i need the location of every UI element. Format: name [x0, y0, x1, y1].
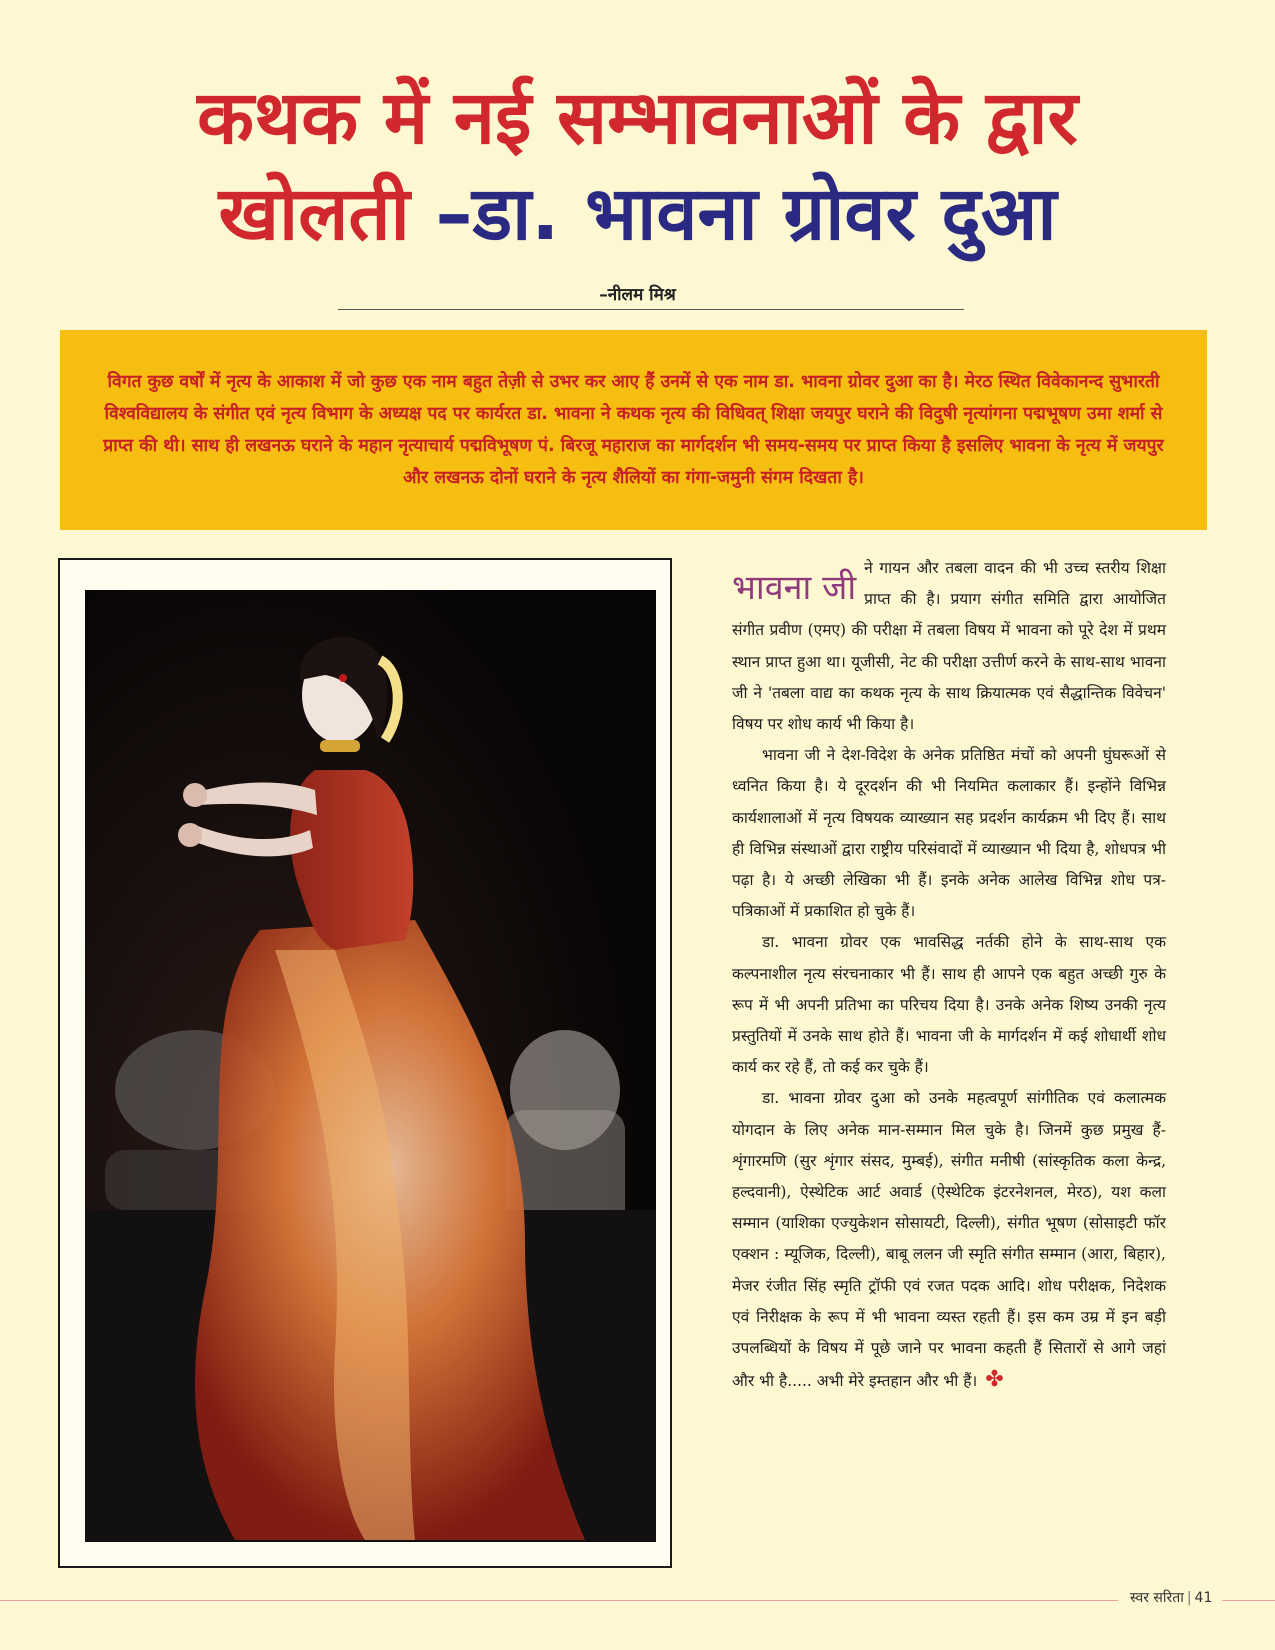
page-footer	[1126, 1588, 1216, 1607]
article-body	[732, 553, 1166, 1397]
headline-line-2-blue: –डा. भावना ग्रोवर दुआ	[435, 171, 1057, 257]
magazine-name: स्वर सरिता	[1130, 1590, 1184, 1606]
intro-box	[60, 330, 1207, 530]
article-paragraph-3: डा. भावना ग्रोवर एक भावसिद्ध नर्तकी होने के साथ-साथ एक कल्पनाशील नृत्य संरचनाकार भी हैं। साथ ही आपने एक बहुत अच्छी गुरु के रूप में भी अपनी प्रतिभा का परिचय दिया है। उनके अनेक शिष्य उनकी नृत्य प्रस्तुतियों में उनके साथ होते हैं। भावना जी के मार्गदर्शन में कई शोधार्थी शोध कार्य कर रहे हैं, तो कई कर चुके हैं।	[732, 933, 1166, 1077]
headline	[60, 70, 1215, 262]
headline-line-2-red: खोलती	[218, 171, 410, 257]
photo-frame	[58, 558, 672, 1568]
lead-name: भावना जी	[732, 568, 857, 608]
byline-rule	[338, 309, 964, 310]
footer-rule-left	[0, 1600, 1118, 1601]
footer-rule-right	[1222, 1600, 1275, 1601]
dancer-photo	[85, 590, 656, 1542]
intro-text: विगत कुछ वर्षों में नृत्य के आकाश में जो कुछ एक नाम बहुत तेज़ी से उभर कर आए हैं उनमें से एक नाम डा. भावना ग्रोवर दुआ का है। मेरठ स्थित विवेकानन्द सुभारती विश्वविद्यालय के संगीत एवं नृत्य विभाग के अध्यक्ष पद पर कार्यरत डा. भावना ने कथक नृत्य की विधिवत् शिक्षा जयपुर घराने की विदुषी नृत्यांगना पद्मभूषण उमा शर्मा से प्राप्त की थी। साथ ही लखनऊ घराने के महान नृत्याचार्य पद्मविभूषण पं. बिरजू महाराज का मार्गदर्शन भी समय-समय पर प्राप्त किया है इसलिए भावना के नृत्य में जयपुर और लखनऊ दोनों घराने के नृत्य शैलियों का गंगा-जमुनी संगम दिखता है।	[103, 372, 1164, 488]
headline-line-2	[60, 166, 1215, 262]
article-paragraph-2: भावना जी ने देश-विदेश के अनेक प्रतिष्ठित मंचों को अपनी घुंघरूओं से ध्वनित किया है। ये दूरदर्शन की भी नियमित कलाकार हैं। इन्होंने विभिन्न कार्यशालाओं में नृत्य विषयक व्याख्यान सह प्रदर्शन कार्यक्रम भी दिए हैं। साथ ही विभिन्न संस्थाओं द्वारा राष्ट्रीय परिसंवादों में व्याख्यान भी दिया है, शोधपत्र भी पढ़ा है। ये अच्छी लेखिका भी हैं। इनके अनेक आलेख विभिन्न शोध पत्र-पत्रिकाओं में प्रकाशित हो चुके हैं।	[732, 746, 1166, 921]
footer-separator: |	[1186, 1590, 1192, 1606]
page-number: 41	[1194, 1590, 1213, 1606]
article-paragraph-1: भावना जी ने गायन और तबला वादन की भी उच्च स्तरीय शिक्षा प्राप्त की है। प्रयाग संगीत समिति द्वारा आयोजित संगीत प्रवीण (एमए) की परीक्षा में तबला विषय में भावना को पूरे देश में प्रथम स्थान प्राप्त हुआ था। यूजीसी, नेट की परीक्षा उत्तीर्ण करने के साथ-साथ भावना जी ने 'तबला वाद्य का कथक नृत्य के साथ क्रियात्मक एवं सैद्धान्तिक विवेचन' विषय पर शोध कार्य भी किया है।	[732, 559, 1166, 734]
dancer-illustration	[85, 590, 656, 1542]
end-flourish-icon: ✤	[985, 1367, 1004, 1393]
headline-line-1: कथक में नई सम्भावनाओं के द्वार	[197, 75, 1078, 161]
byline: –नीलम मिश्र	[599, 285, 676, 305]
article-paragraph-4: डा. भावना ग्रोवर दुआ को उनके महत्वपूर्ण सांगीतिक एवं कलात्मक योगदान के लिए अनेक मान-सम्मान मिल चुके है। जिनमें कुछ प्रमुख हैं-शृंगारमणि (सुर शृंगार संसद, मुम्बई), संगीत मनीषी (सांस्कृतिक कला केन्द्र, हल्दवानी), ऐस्थेटिक आर्ट अवार्ड (ऐस्थेटिक इंटरनेशनल, मेरठ), यश कला सम्मान (याशिका एज्युकेशन सोसायटी, दिल्ली), संगीत भूषण (सोसाइटी फॉर एक्शन : म्यूजिक, दिल्ली), बाबू ललन जी स्मृति संगीत सम्मान (आरा, बिहार), मेजर रंजीत सिंह स्मृति ट्रॉफी एवं रजत पदक आदि। शोध परीक्षक, निदेशक एवं निरीक्षक के रूप में भी भावना व्यस्त रहती हैं। इस कम उम्र में इन बड़ी उपलब्धियों के विषय में पूछे जाने पर भावना कहती हैं सितारों से आगे जहां और भी है..... अभी मेरे इम्तहान और भी हैं। ✤	[732, 1089, 1166, 1393]
